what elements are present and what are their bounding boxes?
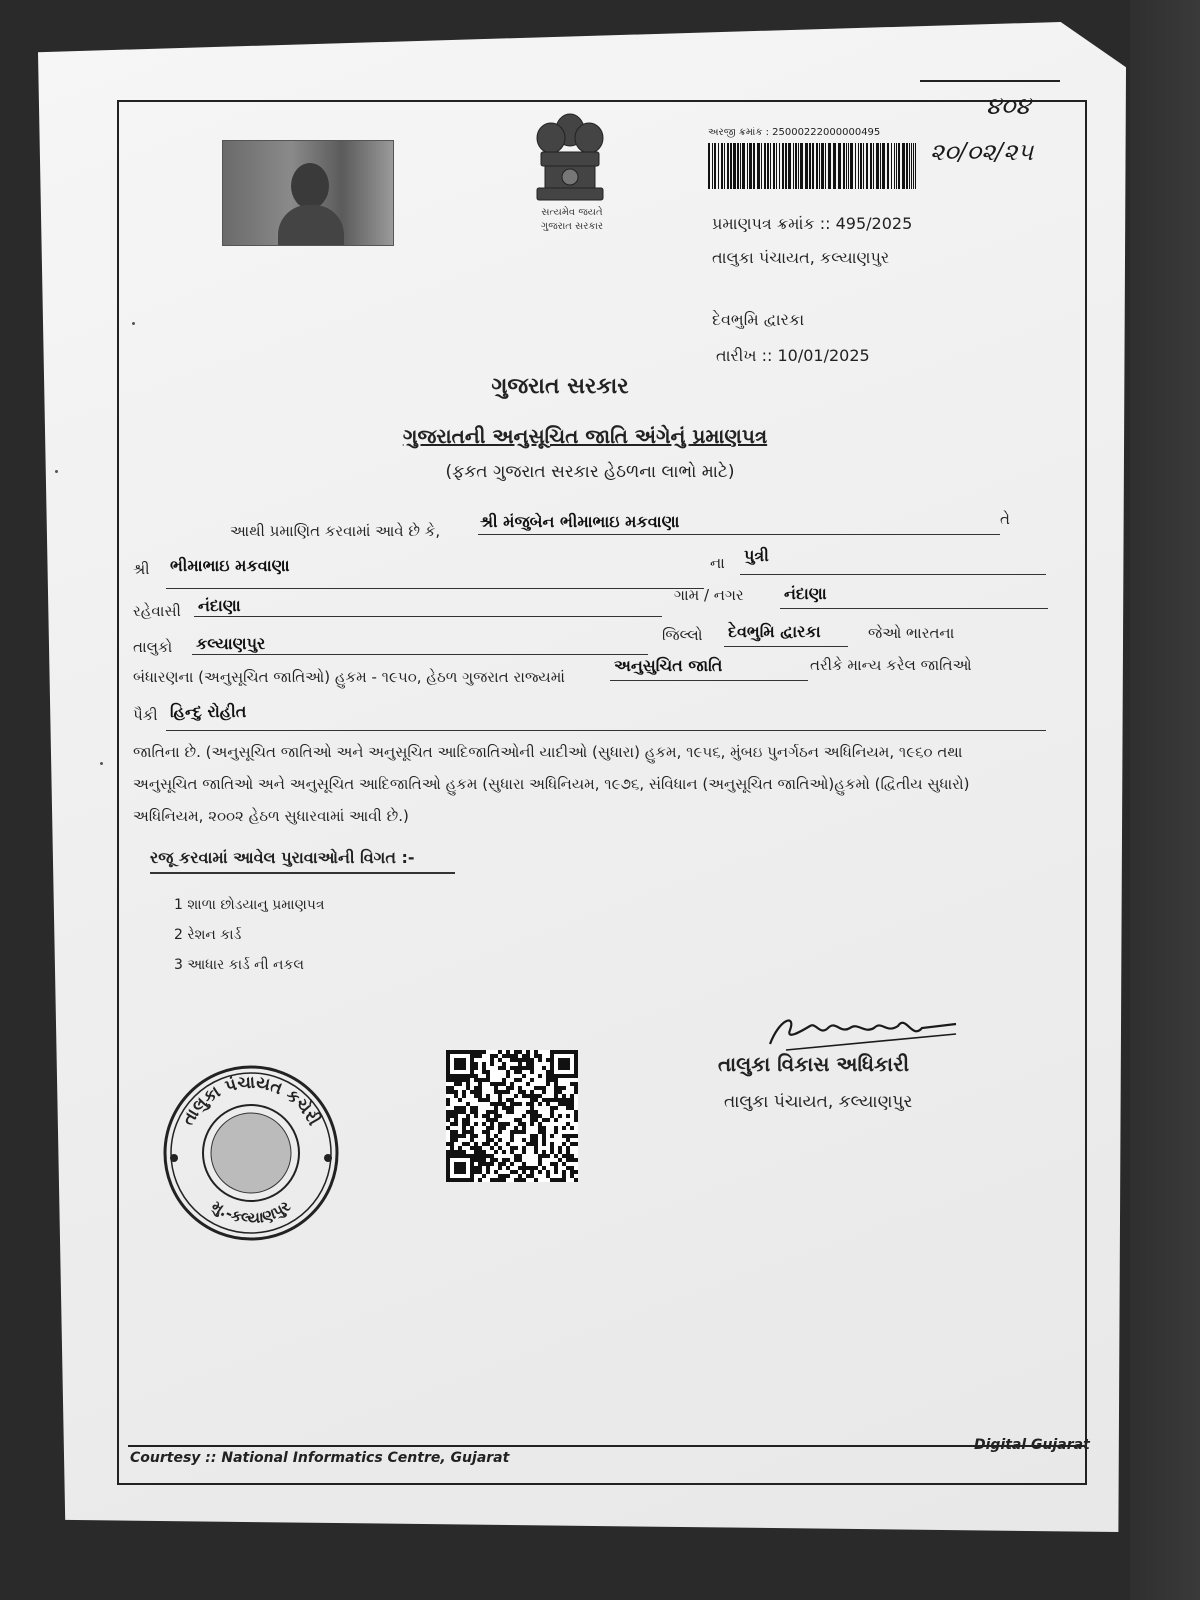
legal-line-1: જાતિના છે. (અનુસૂચિત જાતિઓ અને અનુસૂચિત આદિજાતિઓની યાદીઓ (સુધારા) હુકમ, ૧૯૫૬, મુંબઇ પુનર્ગઠન અધિનિયમ, ૧૯૬૦ તથા <box>133 743 963 761</box>
category-line <box>610 680 808 681</box>
seal-text-top: તાલુકા પંચાયત કચેરી <box>178 1072 324 1129</box>
speck <box>55 470 58 473</box>
handwritten-date: ૨૦/૦૨/૨૫ <box>930 138 1034 166</box>
documents-list <box>174 890 324 980</box>
father-name-line <box>166 588 704 589</box>
father-name: ભીમાભાઇ મકવાણા <box>170 556 290 575</box>
applicant-photo <box>222 140 394 246</box>
taluka-label: તાલુકો <box>133 638 173 656</box>
emblem-motto-line2: ગુજરાત સરકાર <box>540 221 604 232</box>
application-number: અરજી ક્રમાંક : 25000222000000495 <box>708 127 881 138</box>
documents-heading: રજૂ કરવામાં આવેલ પુરાવાઓની વિગત :- <box>150 848 415 867</box>
village-value: નંદાણા <box>784 584 827 603</box>
emblem-motto <box>520 206 624 234</box>
certificate-title: ગુજરાતની અનુસૂચિત જાતિ અંગેનું પ્રમાણપત્ર <box>402 424 768 448</box>
document-item: 2 રેશન કાર્ડ <box>174 927 242 943</box>
legal-line-3: અધિનિયમ, ૨૦૦૨ હેઠળ સુધારવામાં આવી છે.) <box>133 807 409 825</box>
district-value: દેવભુમિ દ્વારકા <box>728 622 821 641</box>
issue-date: તારીખ :: 10/01/2025 <box>716 346 870 365</box>
legal-line-2: અનુસૂચિત જાતિઓ અને અનુસૂચિત આદિજાતિઓ હુકમ (સુધારા અધિનિયમ, ૧૯૭૬, સંવિધાન (અનુસૂચિત જાતિઓ)હુકમો (દ્વિતીય સુધારો) <box>133 775 970 793</box>
joe-label: જેઓ ભારતના <box>868 624 955 642</box>
village-line <box>780 608 1048 609</box>
seal-text-bottom: મુ.-કલ્યાણપુર <box>208 1196 294 1228</box>
speck <box>100 762 103 765</box>
relation-line <box>740 574 1046 575</box>
resident-line <box>194 616 662 617</box>
certify-label: આથી પ્રમાણિત કરવામાં આવે છે કે, <box>230 522 441 540</box>
district-label: જિલ્લો <box>662 626 703 644</box>
caste-line <box>166 730 1046 731</box>
barcode-icon <box>708 143 916 189</box>
government-title: ગુજરાત સરકાર <box>491 374 629 399</box>
village-label: ગામ / નગર <box>674 586 744 604</box>
taluka-line <box>192 654 648 655</box>
applicant-name-line <box>478 534 1000 535</box>
resident-value: નંદાણા <box>198 596 241 615</box>
recognized-text: તરીકે માન્ય કરેલ જાતિઓ <box>810 656 972 674</box>
district-line <box>724 646 848 647</box>
resident-label: રહેવાસી <box>133 602 181 620</box>
na-label: ના <box>710 554 725 572</box>
national-emblem-icon <box>523 108 617 208</box>
top-rule <box>920 80 1060 82</box>
office-seal-stamp <box>160 1062 342 1244</box>
paiki-label: પૈકી <box>133 706 158 724</box>
photo-head <box>291 163 329 209</box>
order-text: બંધારણના (અનુસૂચિત જાતિઓ) હુકમ - ૧૯૫૦, હેઠળ ગુજરાત રાજ્યમાં <box>133 668 565 686</box>
taluka-value: કલ્યાણપુર <box>196 634 266 653</box>
category-value: અનુસુચિત જાતિ <box>614 656 723 675</box>
te-label: તે <box>1000 510 1010 528</box>
header-office: તાલુકા પંચાયત, કલ્યાણપુર <box>712 248 890 267</box>
certificate-subtitle: (ફકત ગુજરાત સરકાર હેઠળના લાભો માટે) <box>445 462 735 482</box>
courtesy-text: Courtesy :: National Informatics Centre, Gujarat <box>130 1450 510 1466</box>
header-district: દેવભુમિ દ્વારકા <box>712 310 805 329</box>
certificate-number: પ્રમાણપત્ર ક્રમાંક :: 495/2025 <box>712 214 913 233</box>
applicant-name: શ્રી મંજુબેન ભીમાભાઇ મકવાણા <box>480 512 680 531</box>
document-item: 3 આધાર કાર્ડ ની નકલ <box>174 957 304 973</box>
background-surface <box>1130 0 1200 1600</box>
signatory-title: તાલુકા વિકાસ અધિકારી <box>718 1052 910 1076</box>
digital-gujarat-text: Digital Gujarat <box>974 1437 1090 1453</box>
signatory-office: તાલુકા પંચાયત, કલ્યાણપુર <box>724 1092 913 1112</box>
handwritten-number: ૪૦૪ <box>986 92 1031 120</box>
photo-body <box>278 205 344 245</box>
emblem-motto-line1: સત્યમેવ જયતે <box>541 207 603 218</box>
qr-code-icon <box>446 1050 578 1182</box>
shri-label: શ્રી <box>133 560 150 578</box>
caste-value: હિન્દુ રોહીત <box>170 702 247 721</box>
speck <box>132 322 135 325</box>
documents-heading-underline <box>150 872 455 874</box>
bottom-rule <box>128 1445 1086 1447</box>
relation: પુત્રી <box>744 546 769 565</box>
document-item: 1 શાળા છોડયાનુ પ્રમાણપત્ર <box>174 897 325 913</box>
legal-paragraph <box>133 736 1053 832</box>
